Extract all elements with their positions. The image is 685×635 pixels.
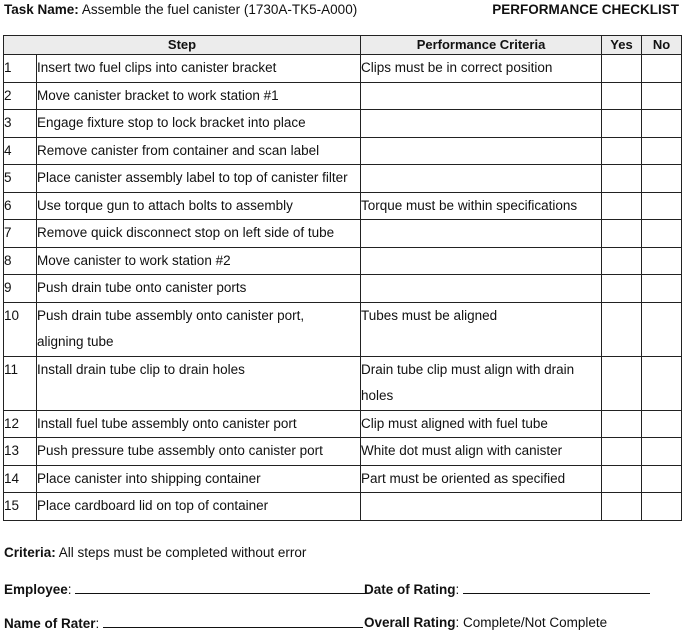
step-number: 2 <box>4 82 37 110</box>
performance-criteria: Part must be oriented as specified <box>361 465 602 493</box>
table-row <box>4 55 682 83</box>
step-description: Move canister bracket to work station #1 <box>37 82 361 110</box>
yes-checkbox-cell[interactable] <box>602 192 642 220</box>
table-row <box>4 465 682 493</box>
overall-value: Complete/Not Complete <box>463 615 608 630</box>
step-description: Push pressure tube assembly onto canister port <box>37 438 361 466</box>
step-description: Insert two fuel clips into canister bracket <box>37 55 361 83</box>
criteria-value: All steps must be completed without error <box>58 545 307 560</box>
table-row <box>4 165 682 193</box>
performance-criteria <box>361 275 602 303</box>
step-description <box>37 302 361 356</box>
column-header-step: Step <box>4 36 361 55</box>
table-row <box>4 410 682 438</box>
table-row <box>4 82 682 110</box>
performance-criteria: Clips must be in correct position <box>361 55 602 83</box>
step-number: 5 <box>4 165 37 193</box>
no-checkbox-cell[interactable] <box>642 356 682 410</box>
employee-label: Employee <box>4 582 68 597</box>
step-number: 14 <box>4 465 37 493</box>
step-number: 10 <box>4 302 37 356</box>
table-row <box>4 247 682 275</box>
page-title: PERFORMANCE CHECKLIST <box>492 2 679 17</box>
table-row <box>4 493 682 521</box>
task-name-label: Task Name: <box>4 2 79 17</box>
criteria-note <box>4 545 306 560</box>
step-number: 9 <box>4 275 37 303</box>
step-description: Place canister assembly label to top of canister filter <box>37 165 361 193</box>
yes-checkbox-cell[interactable] <box>602 55 642 83</box>
employee-date-line: Employee: Date of Rating: <box>4 581 684 597</box>
date-field[interactable] <box>463 581 650 594</box>
yes-checkbox-cell[interactable] <box>602 302 642 356</box>
date-of-rating: Date of Rating: <box>364 581 650 597</box>
no-checkbox-cell[interactable] <box>642 465 682 493</box>
step-description: Remove canister from container and scan label <box>37 137 361 165</box>
step-number: 3 <box>4 110 37 138</box>
performance-criteria <box>361 356 602 410</box>
checklist-table <box>3 35 682 521</box>
table-row <box>4 438 682 466</box>
table-row <box>4 137 682 165</box>
step-description-line: Push drain tube assembly onto canister port, <box>37 307 305 323</box>
performance-criteria: Clip must aligned with fuel tube <box>361 410 602 438</box>
step-description: Push drain tube onto canister ports <box>37 275 361 303</box>
no-checkbox-cell[interactable] <box>642 55 682 83</box>
performance-criteria: White dot must align with canister <box>361 438 602 466</box>
step-number: 11 <box>4 356 37 410</box>
performance-criteria <box>361 247 602 275</box>
criteria-label: Criteria: <box>4 545 56 560</box>
no-checkbox-cell[interactable] <box>642 410 682 438</box>
step-description: Move canister to work station #2 <box>37 247 361 275</box>
yes-checkbox-cell[interactable] <box>602 110 642 138</box>
performance-criteria <box>361 493 602 521</box>
date-label: Date of Rating <box>364 582 456 597</box>
yes-checkbox-cell[interactable] <box>602 220 642 248</box>
no-checkbox-cell[interactable] <box>642 82 682 110</box>
column-header-no: No <box>642 36 682 55</box>
step-description: Install fuel tube assembly onto canister port <box>37 410 361 438</box>
yes-checkbox-cell[interactable] <box>602 82 642 110</box>
rater-label: Name of Rater <box>4 616 96 631</box>
table-row <box>4 275 682 303</box>
yes-checkbox-cell[interactable] <box>602 356 642 410</box>
step-description-line: aligning tube <box>37 334 114 349</box>
no-checkbox-cell[interactable] <box>642 438 682 466</box>
no-checkbox-cell[interactable] <box>642 192 682 220</box>
yes-checkbox-cell[interactable] <box>602 275 642 303</box>
step-number: 4 <box>4 137 37 165</box>
step-description: Install drain tube clip to drain holes <box>37 356 361 410</box>
yes-checkbox-cell[interactable] <box>602 438 642 466</box>
no-checkbox-cell[interactable] <box>642 302 682 356</box>
no-checkbox-cell[interactable] <box>642 247 682 275</box>
step-number: 6 <box>4 192 37 220</box>
employee-field[interactable] <box>75 581 365 594</box>
table-row <box>4 302 682 356</box>
overall-rating: Overall Rating: Complete/Not Complete <box>364 615 608 630</box>
step-description: Place canister into shipping container <box>37 465 361 493</box>
yes-checkbox-cell[interactable] <box>602 247 642 275</box>
header <box>4 2 679 20</box>
step-number: 15 <box>4 493 37 521</box>
rater-line: Name of Rater: Overall Rating: Complete/Not Complete <box>4 615 608 631</box>
yes-checkbox-cell[interactable] <box>602 410 642 438</box>
no-checkbox-cell[interactable] <box>642 220 682 248</box>
task-name-value: Assemble the fuel canister (1730A-TK5-A000) <box>81 2 358 17</box>
table-row <box>4 110 682 138</box>
step-description: Engage fixture stop to lock bracket into place <box>37 110 361 138</box>
performance-criteria <box>361 82 602 110</box>
rater-field[interactable] <box>103 615 363 628</box>
column-header-yes: Yes <box>602 36 642 55</box>
column-header-criteria: Performance Criteria <box>361 36 602 55</box>
task-name <box>4 2 357 17</box>
no-checkbox-cell[interactable] <box>642 165 682 193</box>
table-row <box>4 192 682 220</box>
step-number: 12 <box>4 410 37 438</box>
performance-criteria <box>361 165 602 193</box>
no-checkbox-cell[interactable] <box>642 137 682 165</box>
performance-criteria: Torque must be within specifications <box>361 192 602 220</box>
step-description: Use torque gun to attach bolts to assembly <box>37 192 361 220</box>
yes-checkbox-cell[interactable] <box>602 493 642 521</box>
criteria-line: Drain tube clip must align with drain <box>361 361 575 377</box>
performance-criteria <box>361 137 602 165</box>
performance-criteria: Tubes must be aligned <box>361 302 602 356</box>
table-header-row <box>4 36 682 55</box>
no-checkbox-cell[interactable] <box>642 493 682 521</box>
performance-criteria <box>361 110 602 138</box>
table-row <box>4 356 682 410</box>
step-description: Remove quick disconnect stop on left side of tube <box>37 220 361 248</box>
table-row <box>4 220 682 248</box>
overall-label: Overall Rating <box>364 615 456 630</box>
step-number: 8 <box>4 247 37 275</box>
yes-checkbox-cell[interactable] <box>602 137 642 165</box>
no-checkbox-cell[interactable] <box>642 275 682 303</box>
performance-criteria <box>361 220 602 248</box>
step-number: 7 <box>4 220 37 248</box>
no-checkbox-cell[interactable] <box>642 110 682 138</box>
step-number: 1 <box>4 55 37 83</box>
yes-checkbox-cell[interactable] <box>602 165 642 193</box>
criteria-line: holes <box>361 388 394 403</box>
step-number: 13 <box>4 438 37 466</box>
yes-checkbox-cell[interactable] <box>602 465 642 493</box>
step-description: Place cardboard lid on top of container <box>37 493 361 521</box>
